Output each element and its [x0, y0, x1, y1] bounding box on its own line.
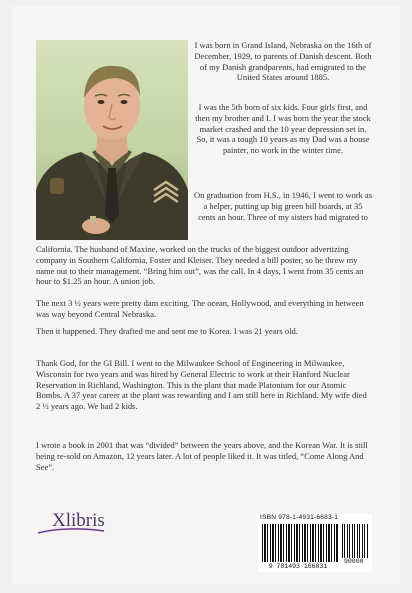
publisher-logo-text: Xlibris: [52, 510, 105, 531]
isbn-text: ISBN 978-1-4931-6683-1: [260, 514, 339, 521]
barcode-bars: [262, 524, 338, 562]
bio-text-3b: California. The husband of Maxine, worked on the trucks of the biggest outdoor advertizing company in Southern California, Foster and Kleiser. They needed a bill poster, so he threw my name out to their management. “Bring him out”, was the call. In 4 days, I went from 35 cents an hour to $1.25 an hour. A union job.: [36, 244, 364, 287]
bio-paragraph-5: [36, 326, 372, 337]
bio-text-1: I was born in Grand Island, Nebraska on the 16th of December, 1929, to parents of Danish descent. Both of my Danish grandparents, had emigrated to the United States around 1885.: [194, 40, 372, 83]
bio-paragraph-4: [36, 298, 372, 320]
bio-text-3a: On graduation from H.S., in 1946, I went to work as a helper, putting up big green bill boards, at 35 cents an hour. Three of my sisters had migrated to: [194, 190, 373, 222]
bio-paragraph-2: [194, 102, 372, 156]
bio-paragraph-6: [36, 358, 372, 412]
bio-paragraph-7: [36, 440, 372, 472]
bio-text-6: Thank God, for the GI Bill. I went to the Milwaukee School of Engineering in Milwaukee, Wisconsin for two years and was hired by General Electric to work at their Hanford Nuclear Reservation in Richland, Washington. This is the plant that made Platonium for our Atomic Bombs. A 37 year career at the plant was rewarding and I am still here in Richland. My wife died 2 ½ years ago. We had 2 kids.: [36, 358, 367, 412]
bio-text-2: I was the 5th born of six kids. Four girls first, and then my brother and I. I was born the year the stock market crashed and the 10 year depression set in. So, it was a tough 10 years as my Dad was a house painter, no work in the winter time.: [195, 102, 371, 156]
price-code: 90000: [344, 558, 364, 565]
logo-swoosh-icon: [36, 528, 106, 534]
publisher-logo: [36, 508, 146, 534]
bio-text-7: I wrote a book in 2001 that was “divided” between the years above, and the Korean War. It is still being re-sold on Amazon, 12 years later. A lot of people liked it. It was titled, “Come Along And See”.: [36, 440, 368, 472]
bio-paragraph-3-bottom: [36, 244, 372, 287]
bio-text-5: Then it happened. They drafted me and sent me to Korea. I was 21 years old.: [36, 326, 298, 336]
price-barcode-bars: [342, 524, 368, 558]
barcode: [258, 514, 372, 572]
author-photo: [36, 40, 188, 240]
bio-paragraph-3-top: [194, 190, 372, 222]
bio-paragraph-1: [194, 40, 372, 83]
barcode-number: 9 781493 166831: [268, 563, 328, 570]
bio-text-4: The next 3 ½ years were pretty dam exciting. The ocean, Hollywood, and everything in between was way beyond Central Nebraska.: [36, 298, 364, 319]
